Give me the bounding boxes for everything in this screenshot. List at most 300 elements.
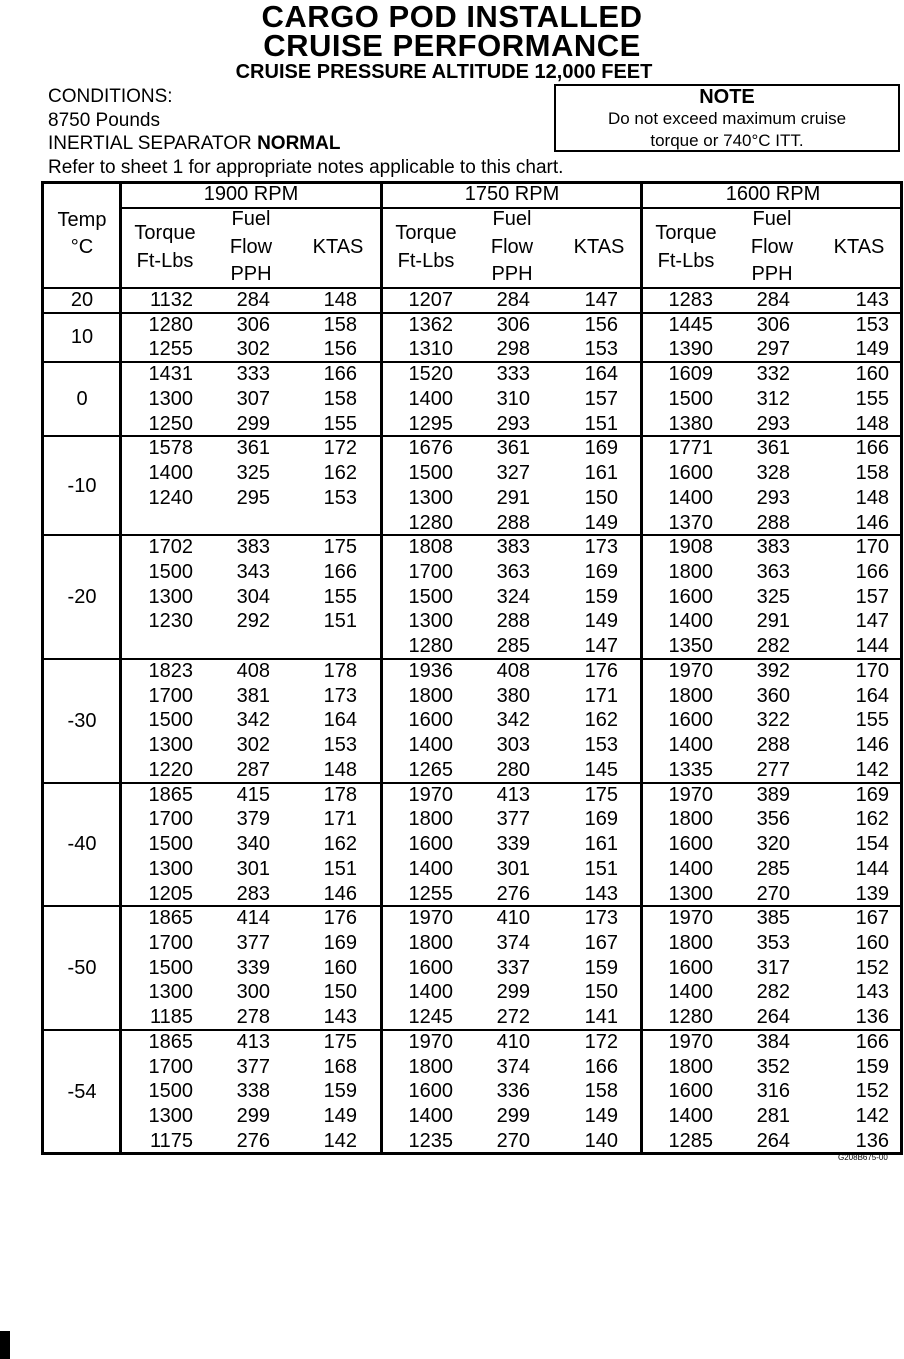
table-cell: 1207: [408, 289, 453, 311]
table-cell: 158: [323, 387, 357, 410]
fuel-header: Fuel: [492, 208, 532, 230]
table-cell: 142: [855, 758, 889, 781]
table-cell: 410: [496, 907, 530, 930]
table-cell: 166: [323, 363, 357, 386]
table-cell: 288: [756, 511, 790, 534]
table-cell: 1280: [668, 1006, 713, 1029]
torque-header: Torque: [395, 222, 457, 244]
table-cell: 374: [496, 931, 530, 954]
table-cell: 142: [855, 1105, 889, 1128]
table-cell: 1240: [148, 486, 193, 509]
table-cell: 1300: [148, 387, 193, 410]
table-cell: 1970: [408, 907, 453, 930]
fuel-header: Fuel: [752, 208, 792, 230]
temp-value: 0: [76, 388, 88, 411]
table-cell: 149: [584, 610, 618, 633]
flow-header: Flow: [750, 236, 794, 258]
table-cell: 1600: [668, 956, 713, 979]
flow-header: Flow: [490, 236, 534, 258]
table-cell: 322: [756, 709, 790, 732]
temp-value: -10: [67, 474, 97, 497]
table-cell: 169: [323, 931, 357, 954]
temp-value: -30: [67, 709, 97, 732]
table-cell: 136: [855, 1129, 889, 1152]
table-cell: 1800: [668, 1055, 713, 1078]
table-cell: 413: [496, 783, 530, 806]
table-cell: 158: [855, 462, 889, 485]
table-cell: 336: [496, 1080, 530, 1103]
column-divider: [119, 184, 122, 1152]
table-cell: 1609: [668, 363, 713, 386]
table-cell: 1700: [408, 561, 453, 584]
pph-header: PPH: [230, 263, 272, 285]
table-cell: 377: [236, 931, 270, 954]
table-cell: 1235: [408, 1129, 453, 1152]
table-cell: 342: [496, 709, 530, 732]
table-cell: 164: [855, 684, 889, 707]
table-cell: 1280: [148, 313, 193, 336]
table-cell: 281: [756, 1105, 790, 1128]
temp-value: 20: [70, 289, 94, 312]
table-cell: 282: [756, 635, 790, 658]
table-cell: 1600: [668, 585, 713, 608]
temp-value: -50: [67, 957, 97, 980]
table-cell: 381: [236, 684, 270, 707]
separator-label: INERTIAL SEPARATOR: [48, 133, 252, 154]
table-cell: 153: [323, 486, 357, 509]
table-cell: 1578: [148, 437, 193, 460]
table-cell: 302: [236, 338, 270, 361]
table-cell: 1771: [668, 437, 713, 460]
table-cell: 169: [584, 437, 618, 460]
ktas-header: KTAS: [312, 236, 364, 258]
table-cell: 1702: [148, 536, 193, 559]
table-cell: 301: [236, 857, 270, 880]
table-cell: 1255: [148, 338, 193, 361]
table-cell: 1800: [668, 808, 713, 831]
subtitle: CRUISE PRESSURE ALTITUDE 12,000 FEET: [235, 61, 653, 83]
table-cell: 264: [756, 1129, 790, 1152]
table-cell: 1970: [408, 783, 453, 806]
table-cell: 291: [496, 486, 530, 509]
table-cell: 325: [756, 585, 790, 608]
table-cell: 1445: [668, 313, 713, 336]
note-title: NOTE: [699, 86, 755, 108]
table-cell: 1400: [408, 1105, 453, 1128]
table-cell: 293: [756, 412, 790, 435]
conditions-weight: 8750 Pounds: [48, 110, 160, 131]
conditions-label: CONDITIONS:: [48, 86, 173, 107]
table-cell: 1500: [408, 462, 453, 485]
table-cell: 173: [584, 907, 618, 930]
table-cell: 1300: [148, 1105, 193, 1128]
table-cell: 1676: [408, 437, 453, 460]
table-cell: 1300: [408, 610, 453, 633]
table-cell: 151: [323, 857, 357, 880]
table-cell: 363: [496, 561, 530, 584]
column-divider: [640, 184, 643, 1152]
table-cell: 288: [756, 734, 790, 757]
torque-header: Torque: [134, 222, 196, 244]
torque-unit-header: Ft-Lbs: [136, 250, 194, 272]
table-cell: 304: [236, 585, 270, 608]
table-cell: 312: [756, 387, 790, 410]
table-cell: 144: [855, 635, 889, 658]
table-cell: 385: [756, 907, 790, 930]
table-cell: 299: [236, 1105, 270, 1128]
table-cell: 298: [496, 338, 530, 361]
figure-code: G208B675-00: [838, 1153, 888, 1162]
table-cell: 303: [496, 734, 530, 757]
pph-header: PPH: [491, 263, 533, 285]
table-cell: 1300: [148, 857, 193, 880]
table-cell: 159: [323, 1080, 357, 1103]
table-cell: 1265: [408, 758, 453, 781]
table-cell: 1380: [668, 412, 713, 435]
table-cell: 1600: [668, 709, 713, 732]
table-cell: 166: [584, 1055, 618, 1078]
table-cell: 1800: [668, 684, 713, 707]
table-cell: 160: [855, 931, 889, 954]
table-cell: 162: [584, 709, 618, 732]
table-cell: 306: [496, 313, 530, 336]
table-cell: 153: [323, 734, 357, 757]
table-cell: 1400: [148, 462, 193, 485]
table-cell: 1800: [408, 808, 453, 831]
table-cell: 380: [496, 684, 530, 707]
table-cell: 149: [584, 1105, 618, 1128]
table-cell: 1335: [668, 758, 713, 781]
table-cell: 377: [236, 1055, 270, 1078]
table-cell: 291: [756, 610, 790, 633]
table-cell: 299: [496, 1105, 530, 1128]
table-cell: 155: [855, 387, 889, 410]
table-cell: 168: [323, 1055, 357, 1078]
table-cell: 360: [756, 684, 790, 707]
table-cell: 414: [236, 907, 270, 930]
table-cell: 325: [236, 462, 270, 485]
table-cell: 149: [855, 338, 889, 361]
flow-header: Flow: [229, 236, 273, 258]
table-cell: 1400: [668, 1105, 713, 1128]
table-cell: 1431: [148, 363, 193, 386]
table-cell: 352: [756, 1055, 790, 1078]
table-cell: 316: [756, 1080, 790, 1103]
table-cell: 141: [584, 1006, 618, 1029]
table-cell: 1400: [668, 857, 713, 880]
table-cell: 1310: [408, 338, 453, 361]
table-cell: 160: [323, 956, 357, 979]
table-cell: 1600: [668, 1080, 713, 1103]
table-cell: 144: [855, 857, 889, 880]
table-cell: 175: [323, 536, 357, 559]
table-cell: 338: [236, 1080, 270, 1103]
table-cell: 283: [236, 882, 270, 905]
table-cell: 377: [496, 808, 530, 831]
temp-value: 10: [70, 326, 94, 349]
rpm-header: 1750 RPM: [464, 183, 560, 205]
table-cell: 167: [584, 931, 618, 954]
table-cell: 159: [584, 585, 618, 608]
table-cell: 143: [584, 882, 618, 905]
table-cell: 317: [756, 956, 790, 979]
table-cell: 178: [323, 783, 357, 806]
table-cell: 284: [496, 289, 530, 311]
table-cell: 1865: [148, 907, 193, 930]
table-cell: 160: [855, 363, 889, 386]
table-cell: 155: [323, 412, 357, 435]
table-cell: 285: [496, 635, 530, 658]
table-cell: 161: [584, 462, 618, 485]
table-cell: 284: [756, 289, 790, 311]
table-cell: 143: [323, 1006, 357, 1029]
table-cell: 145: [584, 758, 618, 781]
table-cell: 156: [584, 313, 618, 336]
table-cell: 1300: [148, 981, 193, 1004]
table-cell: 293: [496, 412, 530, 435]
table-cell: 150: [584, 486, 618, 509]
table-cell: 147: [584, 635, 618, 658]
table-cell: 1362: [408, 313, 453, 336]
table-cell: 140: [584, 1129, 618, 1152]
table-cell: 1808: [408, 536, 453, 559]
table-cell: 276: [496, 882, 530, 905]
table-cell: 151: [584, 412, 618, 435]
table-cell: 320: [756, 833, 790, 856]
table-cell: 278: [236, 1006, 270, 1029]
table-cell: 287: [236, 758, 270, 781]
table-cell: 1908: [668, 536, 713, 559]
table-cell: 1500: [148, 956, 193, 979]
table-cell: 153: [584, 338, 618, 361]
table-cell: 1800: [408, 1055, 453, 1078]
table-cell: 1300: [148, 734, 193, 757]
table-cell: 147: [855, 610, 889, 633]
table-cell: 379: [236, 808, 270, 831]
table-cell: 146: [323, 882, 357, 905]
table-cell: 276: [236, 1129, 270, 1152]
table-cell: 143: [855, 289, 889, 311]
table-cell: 167: [855, 907, 889, 930]
table-cell: 1823: [148, 659, 193, 682]
table-cell: 1185: [149, 1006, 193, 1029]
table-cell: 158: [323, 313, 357, 336]
table-cell: 164: [323, 709, 357, 732]
table-cell: 175: [323, 1030, 357, 1053]
table-cell: 310: [496, 387, 530, 410]
table-cell: 299: [496, 981, 530, 1004]
table-cell: 151: [323, 610, 357, 633]
table-cell: 1865: [148, 1030, 193, 1053]
table-cell: 169: [584, 561, 618, 584]
refer-note: Refer to sheet 1 for appropriate notes applicable to this chart.: [48, 157, 564, 178]
table-cell: 383: [756, 536, 790, 559]
table-cell: 383: [496, 536, 530, 559]
table-cell: 1300: [408, 486, 453, 509]
table-cell: 288: [496, 511, 530, 534]
table-cell: 1970: [668, 907, 713, 930]
column-divider: [380, 184, 383, 1152]
table-cell: 1800: [668, 561, 713, 584]
table-cell: 143: [855, 981, 889, 1004]
page-edge-mark: [0, 1331, 10, 1359]
table-cell: 1970: [668, 659, 713, 682]
pph-header: PPH: [751, 263, 793, 285]
table-cell: 152: [855, 1080, 889, 1103]
table-cell: 166: [855, 1030, 889, 1053]
table-cell: 415: [236, 783, 270, 806]
table-cell: 146: [855, 734, 889, 757]
table-cell: 408: [236, 659, 270, 682]
table-cell: 173: [323, 684, 357, 707]
table-cell: 175: [584, 783, 618, 806]
table-cell: 1132: [149, 289, 193, 311]
table-cell: 284: [236, 289, 270, 311]
table-cell: 1970: [668, 1030, 713, 1053]
table-cell: 1500: [148, 1080, 193, 1103]
table-cell: 158: [584, 1080, 618, 1103]
table-cell: 361: [756, 437, 790, 460]
table-cell: 353: [756, 931, 790, 954]
table-cell: 150: [323, 981, 357, 1004]
table-cell: 1175: [149, 1129, 193, 1152]
table-cell: 166: [855, 437, 889, 460]
table-cell: 264: [756, 1006, 790, 1029]
table-cell: 148: [855, 486, 889, 509]
torque-header: Torque: [655, 222, 717, 244]
table-cell: 270: [756, 882, 790, 905]
table-cell: 333: [496, 363, 530, 386]
table-cell: 1700: [148, 931, 193, 954]
table-cell: 1970: [668, 783, 713, 806]
table-cell: 1205: [148, 882, 193, 905]
table-cell: 1350: [668, 635, 713, 658]
table-cell: 157: [584, 387, 618, 410]
table-cell: 169: [855, 783, 889, 806]
table-cell: 148: [855, 412, 889, 435]
table-cell: 161: [584, 833, 618, 856]
table-cell: 1280: [408, 511, 453, 534]
table-cell: 1400: [408, 734, 453, 757]
table-cell: 136: [855, 1006, 889, 1029]
table-cell: 1500: [148, 709, 193, 732]
title-line-1: CARGO POD INSTALLED: [261, 0, 643, 34]
table-cell: 1600: [408, 956, 453, 979]
table-cell: 302: [236, 734, 270, 757]
note-line-2: torque or 740°C ITT.: [650, 131, 804, 150]
table-cell: 389: [756, 783, 790, 806]
table-cell: 1600: [668, 833, 713, 856]
table-cell: 148: [323, 758, 357, 781]
table-cell: 327: [496, 462, 530, 485]
table-cell: 356: [756, 808, 790, 831]
table-cell: 166: [855, 561, 889, 584]
table-cell: 272: [496, 1006, 530, 1029]
separator-value: NORMAL: [257, 133, 341, 154]
conditions-separator: [48, 134, 340, 153]
table-cell: 410: [496, 1030, 530, 1053]
ktas-header: KTAS: [573, 236, 625, 258]
table-cell: 1283: [668, 289, 713, 311]
note-line-1: Do not exceed maximum cruise: [607, 109, 847, 128]
table-cell: 162: [323, 833, 357, 856]
table-cell: 162: [323, 462, 357, 485]
table-cell: 1600: [408, 833, 453, 856]
table-cell: 159: [584, 956, 618, 979]
table-cell: 288: [496, 610, 530, 633]
table-cell: 178: [323, 659, 357, 682]
table-cell: 1400: [668, 981, 713, 1004]
table-cell: 332: [756, 363, 790, 386]
table-cell: 343: [236, 561, 270, 584]
table-cell: 157: [855, 585, 889, 608]
table-cell: 339: [236, 956, 270, 979]
table-cell: 1800: [408, 684, 453, 707]
temp-header: Temp: [57, 209, 107, 231]
table-cell: 1520: [408, 363, 453, 386]
table-cell: 1400: [408, 857, 453, 880]
table-cell: 1800: [668, 931, 713, 954]
table-cell: 139: [855, 882, 889, 905]
table-cell: 282: [756, 981, 790, 1004]
ktas-header: KTAS: [833, 236, 885, 258]
table-cell: 1295: [408, 412, 453, 435]
table-cell: 292: [236, 610, 270, 633]
table-cell: 339: [496, 833, 530, 856]
table-cell: 176: [584, 659, 618, 682]
temp-value: -54: [67, 1080, 97, 1103]
table-cell: 1400: [408, 387, 453, 410]
table-cell: 300: [236, 981, 270, 1004]
table-cell: 147: [584, 289, 618, 311]
table-cell: 413: [236, 1030, 270, 1053]
table-cell: 383: [236, 536, 270, 559]
table-cell: 171: [323, 808, 357, 831]
table-cell: 1300: [668, 882, 713, 905]
table-cell: 146: [855, 511, 889, 534]
table-cell: 170: [855, 536, 889, 559]
temp-value: -40: [67, 833, 97, 856]
table-cell: 342: [236, 709, 270, 732]
table-cell: 172: [584, 1030, 618, 1053]
table-cell: 164: [584, 363, 618, 386]
table-cell: 374: [496, 1055, 530, 1078]
table-cell: 1700: [148, 684, 193, 707]
table-cell: 1250: [148, 412, 193, 435]
table-cell: 270: [496, 1129, 530, 1152]
table-cell: 361: [496, 437, 530, 460]
table-cell: 162: [855, 808, 889, 831]
table-cell: 1970: [408, 1030, 453, 1053]
table-cell: 363: [756, 561, 790, 584]
rpm-header: 1900 RPM: [203, 183, 299, 205]
table-cell: 1600: [408, 1080, 453, 1103]
table-cell: 170: [855, 659, 889, 682]
table-cell: 337: [496, 956, 530, 979]
table-cell: 307: [236, 387, 270, 410]
table-cell: 1800: [408, 931, 453, 954]
table-cell: 1390: [668, 338, 713, 361]
table-cell: 297: [756, 338, 790, 361]
torque-unit-header: Ft-Lbs: [657, 250, 715, 272]
table-cell: 1500: [668, 387, 713, 410]
temp-value: -20: [67, 586, 97, 609]
table-cell: 1400: [668, 610, 713, 633]
table-cell: 169: [584, 808, 618, 831]
table-cell: 1700: [148, 1055, 193, 1078]
table-cell: 1600: [408, 709, 453, 732]
table-cell: 1400: [408, 981, 453, 1004]
